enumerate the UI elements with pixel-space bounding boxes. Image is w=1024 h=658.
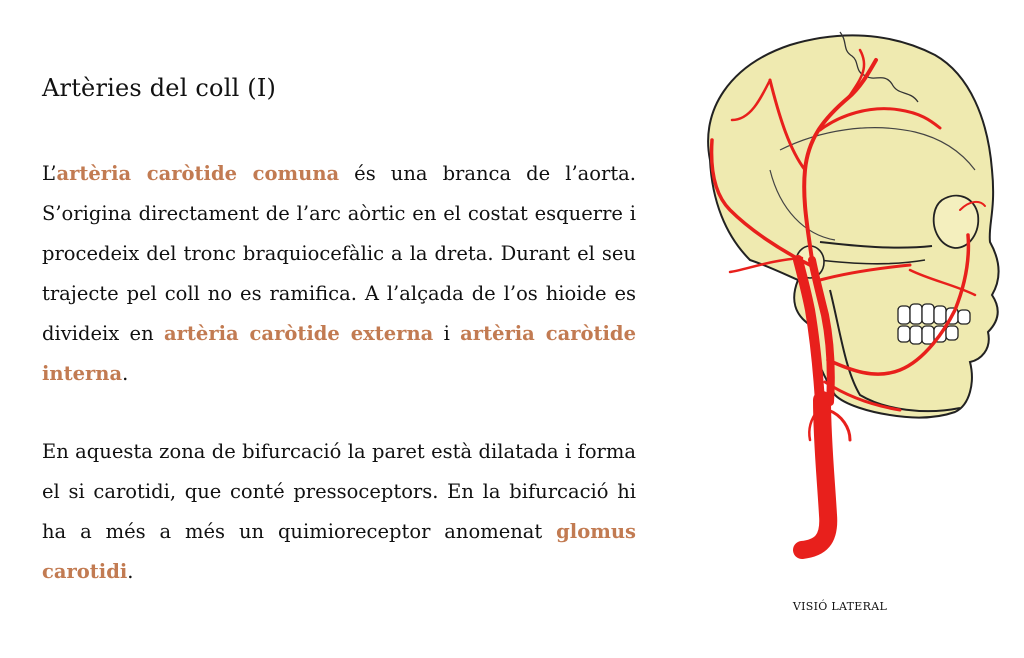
term-external-carotid-artery: artèria caròtide externa: [164, 322, 434, 345]
figure-caption: VISIÓ LATERAL: [792, 600, 888, 613]
term-common-carotid-artery: artèria caròtide comuna: [56, 162, 340, 185]
skull-arteries-illustration: [670, 10, 1020, 570]
text-segment: .: [127, 560, 134, 583]
term-carotid-glomus: glomus carotidi: [42, 520, 636, 583]
paragraph-carotid-bifurcation: [42, 432, 636, 592]
common-carotid-artery: [802, 400, 828, 550]
text-segment: és una branca de l’aorta. S’origina directament de l’arc aòrtic en el costat esquerre i procedeix del tronc braquiocefàlic a la dreta. Durant el seu trajecte pel coll no es ramifica. A l’alçada de l’os hioide es divideix en: [42, 162, 636, 345]
paragraph-carotid-common: [42, 154, 636, 394]
text-segment: L’: [42, 162, 57, 185]
text-segment: .: [122, 362, 129, 385]
page-title: Artèries del coll (I): [42, 74, 277, 102]
text-segment: i: [433, 322, 461, 345]
term-internal-carotid-artery: artèria caròtide interna: [42, 322, 636, 385]
text-segment: En aquesta zona de bifurcació la paret està dilatada i forma el si carotidi, que conté pressoceptors. En la bifurcació hi ha a més a més un quimioreceptor anomenat: [42, 440, 636, 543]
